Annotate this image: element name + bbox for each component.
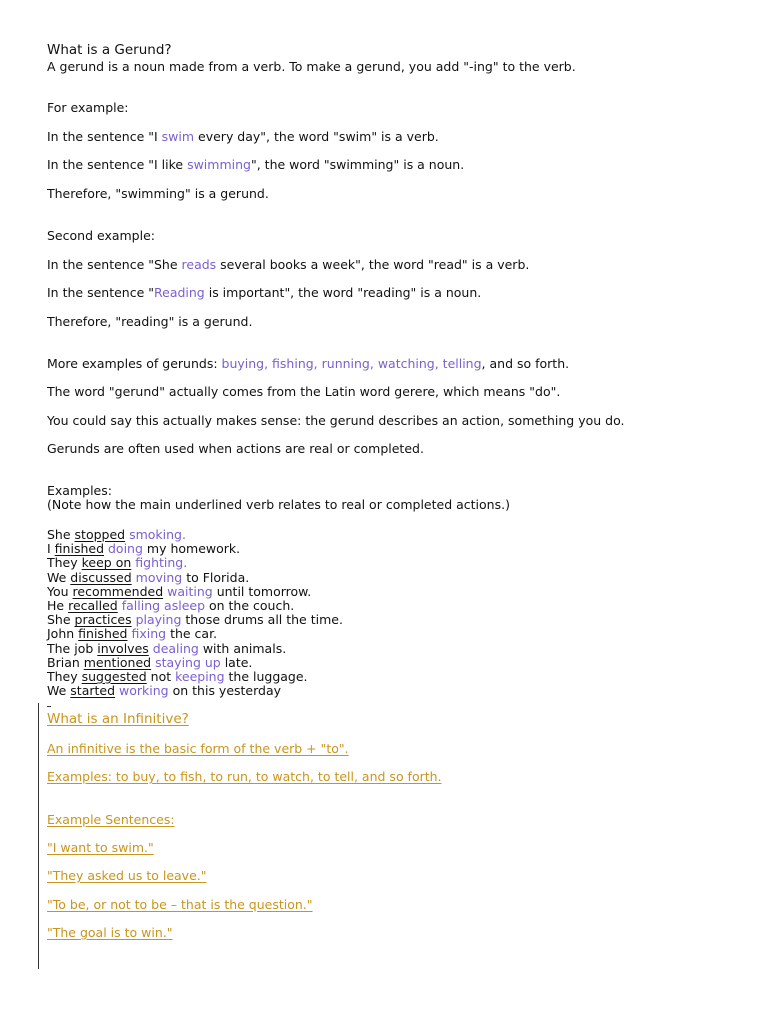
main-verb: stopped bbox=[74, 527, 126, 542]
infinitive-definition-link[interactable]: An infinitive is the basic form of the verb + "to". bbox=[47, 741, 349, 756]
gerund-word: staying up bbox=[155, 654, 221, 670]
gerund-word: working bbox=[119, 683, 169, 699]
main-verb: finished bbox=[78, 626, 128, 642]
gerund-sentence bbox=[47, 584, 311, 599]
infinitive-sentence-link[interactable]: "The goal is to win." bbox=[47, 925, 173, 940]
gerund-sentence bbox=[47, 655, 252, 670]
sentence-text: on this yesterday bbox=[168, 683, 282, 699]
gerund-sentence bbox=[47, 683, 281, 698]
second-example-label: Second example: bbox=[47, 228, 155, 243]
gerund-sentence bbox=[47, 570, 249, 585]
usage-note: Gerunds are often used when actions are real or completed. bbox=[47, 441, 424, 456]
infinitive-sentence-link[interactable]: "To be, or not to be – that is the question." bbox=[47, 897, 313, 912]
sentence-text: to Florida. bbox=[182, 569, 250, 585]
latin-origin: The word "gerund" actually comes from the Latin word gerere, which means "do". bbox=[47, 384, 561, 399]
gerund-word: waiting bbox=[167, 583, 213, 599]
main-verb: suggested bbox=[81, 669, 147, 684]
gerund-word: dealing bbox=[152, 640, 199, 656]
sentence-text: You bbox=[47, 583, 73, 599]
gerund-word: keeping bbox=[175, 669, 225, 684]
makes-sense: You could say this actually makes sense: the gerund describes an action, something you do. bbox=[47, 413, 625, 428]
main-verb: involves bbox=[97, 640, 149, 656]
highlight-word: swim bbox=[161, 129, 195, 144]
infinitive-sentence-link[interactable]: "They asked us to leave." bbox=[47, 868, 207, 883]
example2-line3: Therefore, "reading" is a gerund. bbox=[47, 314, 253, 329]
sentence-text: John bbox=[47, 626, 79, 642]
highlight-word: Reading bbox=[154, 285, 205, 300]
gerund-sentence bbox=[47, 641, 286, 656]
sentence-text: She bbox=[47, 527, 75, 542]
sentence-text: We bbox=[47, 683, 71, 699]
sentence-text: on the couch. bbox=[205, 598, 295, 613]
sentence-text: Brian bbox=[47, 654, 84, 670]
sentence-text: my homework. bbox=[142, 541, 241, 557]
example2-line1: In the sentence "She reads several books a week", the word "read" is a verb. bbox=[47, 257, 530, 272]
main-verb: keep on bbox=[81, 555, 132, 571]
sentence-text: those drums all the time. bbox=[181, 612, 343, 628]
example-sentences-label-link[interactable]: Example Sentences: bbox=[47, 812, 175, 827]
main-verb: started bbox=[70, 683, 116, 699]
gerund-word: falling asleep bbox=[121, 598, 206, 613]
highlight-list: buying, fishing, running, watching, telling bbox=[221, 356, 482, 371]
infinitive-examples-link[interactable]: Examples: to buy, to fish, to run, to watch, to tell, and so forth. bbox=[47, 769, 442, 784]
more-examples: More examples of gerunds: buying, fishing, running, watching, telling, and so forth. bbox=[47, 356, 570, 371]
sentence-text: They bbox=[47, 555, 82, 571]
examples-label: Examples: bbox=[47, 483, 112, 498]
infinitive-title-link[interactable]: What is an Infinitive? bbox=[47, 711, 189, 727]
sentence-text: the car. bbox=[166, 626, 218, 642]
sentence-text: They bbox=[47, 669, 82, 684]
for-example-label: For example: bbox=[47, 100, 129, 115]
sentence-text: He bbox=[47, 598, 69, 613]
main-verb: recommended bbox=[72, 583, 164, 599]
sentence-text: She bbox=[47, 612, 75, 628]
revision-mark bbox=[47, 706, 51, 707]
gerund-sentence bbox=[47, 598, 294, 613]
gerund-sentence bbox=[47, 527, 186, 542]
gerund-definition: A gerund is a noun made from a verb. To make a gerund, you add "-ing" to the verb. bbox=[47, 59, 576, 74]
example1-line2: In the sentence "I like swimming", the word "swimming" is a noun. bbox=[47, 157, 465, 172]
gerund-title: What is a Gerund? bbox=[47, 42, 172, 58]
sentence-text: We bbox=[47, 569, 71, 585]
gerund-word: fixing bbox=[131, 626, 167, 642]
sentence-text: until tomorrow. bbox=[212, 583, 312, 599]
gerund-sentence bbox=[47, 626, 217, 641]
gerund-word: doing bbox=[108, 541, 143, 557]
revision-bar bbox=[38, 703, 39, 969]
gerund-word: smoking. bbox=[129, 527, 186, 542]
gerund-word: moving bbox=[135, 569, 183, 585]
main-verb: recalled bbox=[68, 598, 118, 613]
sentence-text: I bbox=[47, 541, 55, 557]
example2-line2: In the sentence "Reading is important", the word "reading" is a noun. bbox=[47, 285, 482, 300]
gerund-sentence bbox=[47, 555, 187, 570]
example1-line3: Therefore, "swimming" is a gerund. bbox=[47, 186, 269, 201]
main-verb: mentioned bbox=[83, 654, 152, 670]
sentence-text: with animals. bbox=[198, 640, 287, 656]
sentence-text: The job bbox=[47, 640, 98, 656]
main-verb: discussed bbox=[70, 569, 132, 585]
gerund-word: playing bbox=[135, 612, 182, 628]
infinitive-sentence-link[interactable]: "I want to swim." bbox=[47, 840, 154, 855]
main-verb: practices bbox=[74, 612, 132, 628]
highlight-word: reads bbox=[181, 257, 217, 272]
sentence-text: late. bbox=[220, 654, 253, 670]
example1-line1: In the sentence "I swim every day", the word "swim" is a verb. bbox=[47, 129, 439, 144]
sentence-text: the luggage. bbox=[224, 669, 308, 684]
gerund-sentence bbox=[47, 612, 343, 627]
gerund-word: fighting. bbox=[135, 555, 188, 571]
gerund-sentence bbox=[47, 669, 308, 684]
gerund-sentence bbox=[47, 541, 240, 556]
sentence-text: not bbox=[146, 669, 176, 684]
main-verb: finished bbox=[54, 541, 105, 557]
highlight-word: swimming bbox=[187, 157, 251, 172]
examples-note: (Note how the main underlined verb relates to real or completed actions.) bbox=[47, 497, 510, 512]
